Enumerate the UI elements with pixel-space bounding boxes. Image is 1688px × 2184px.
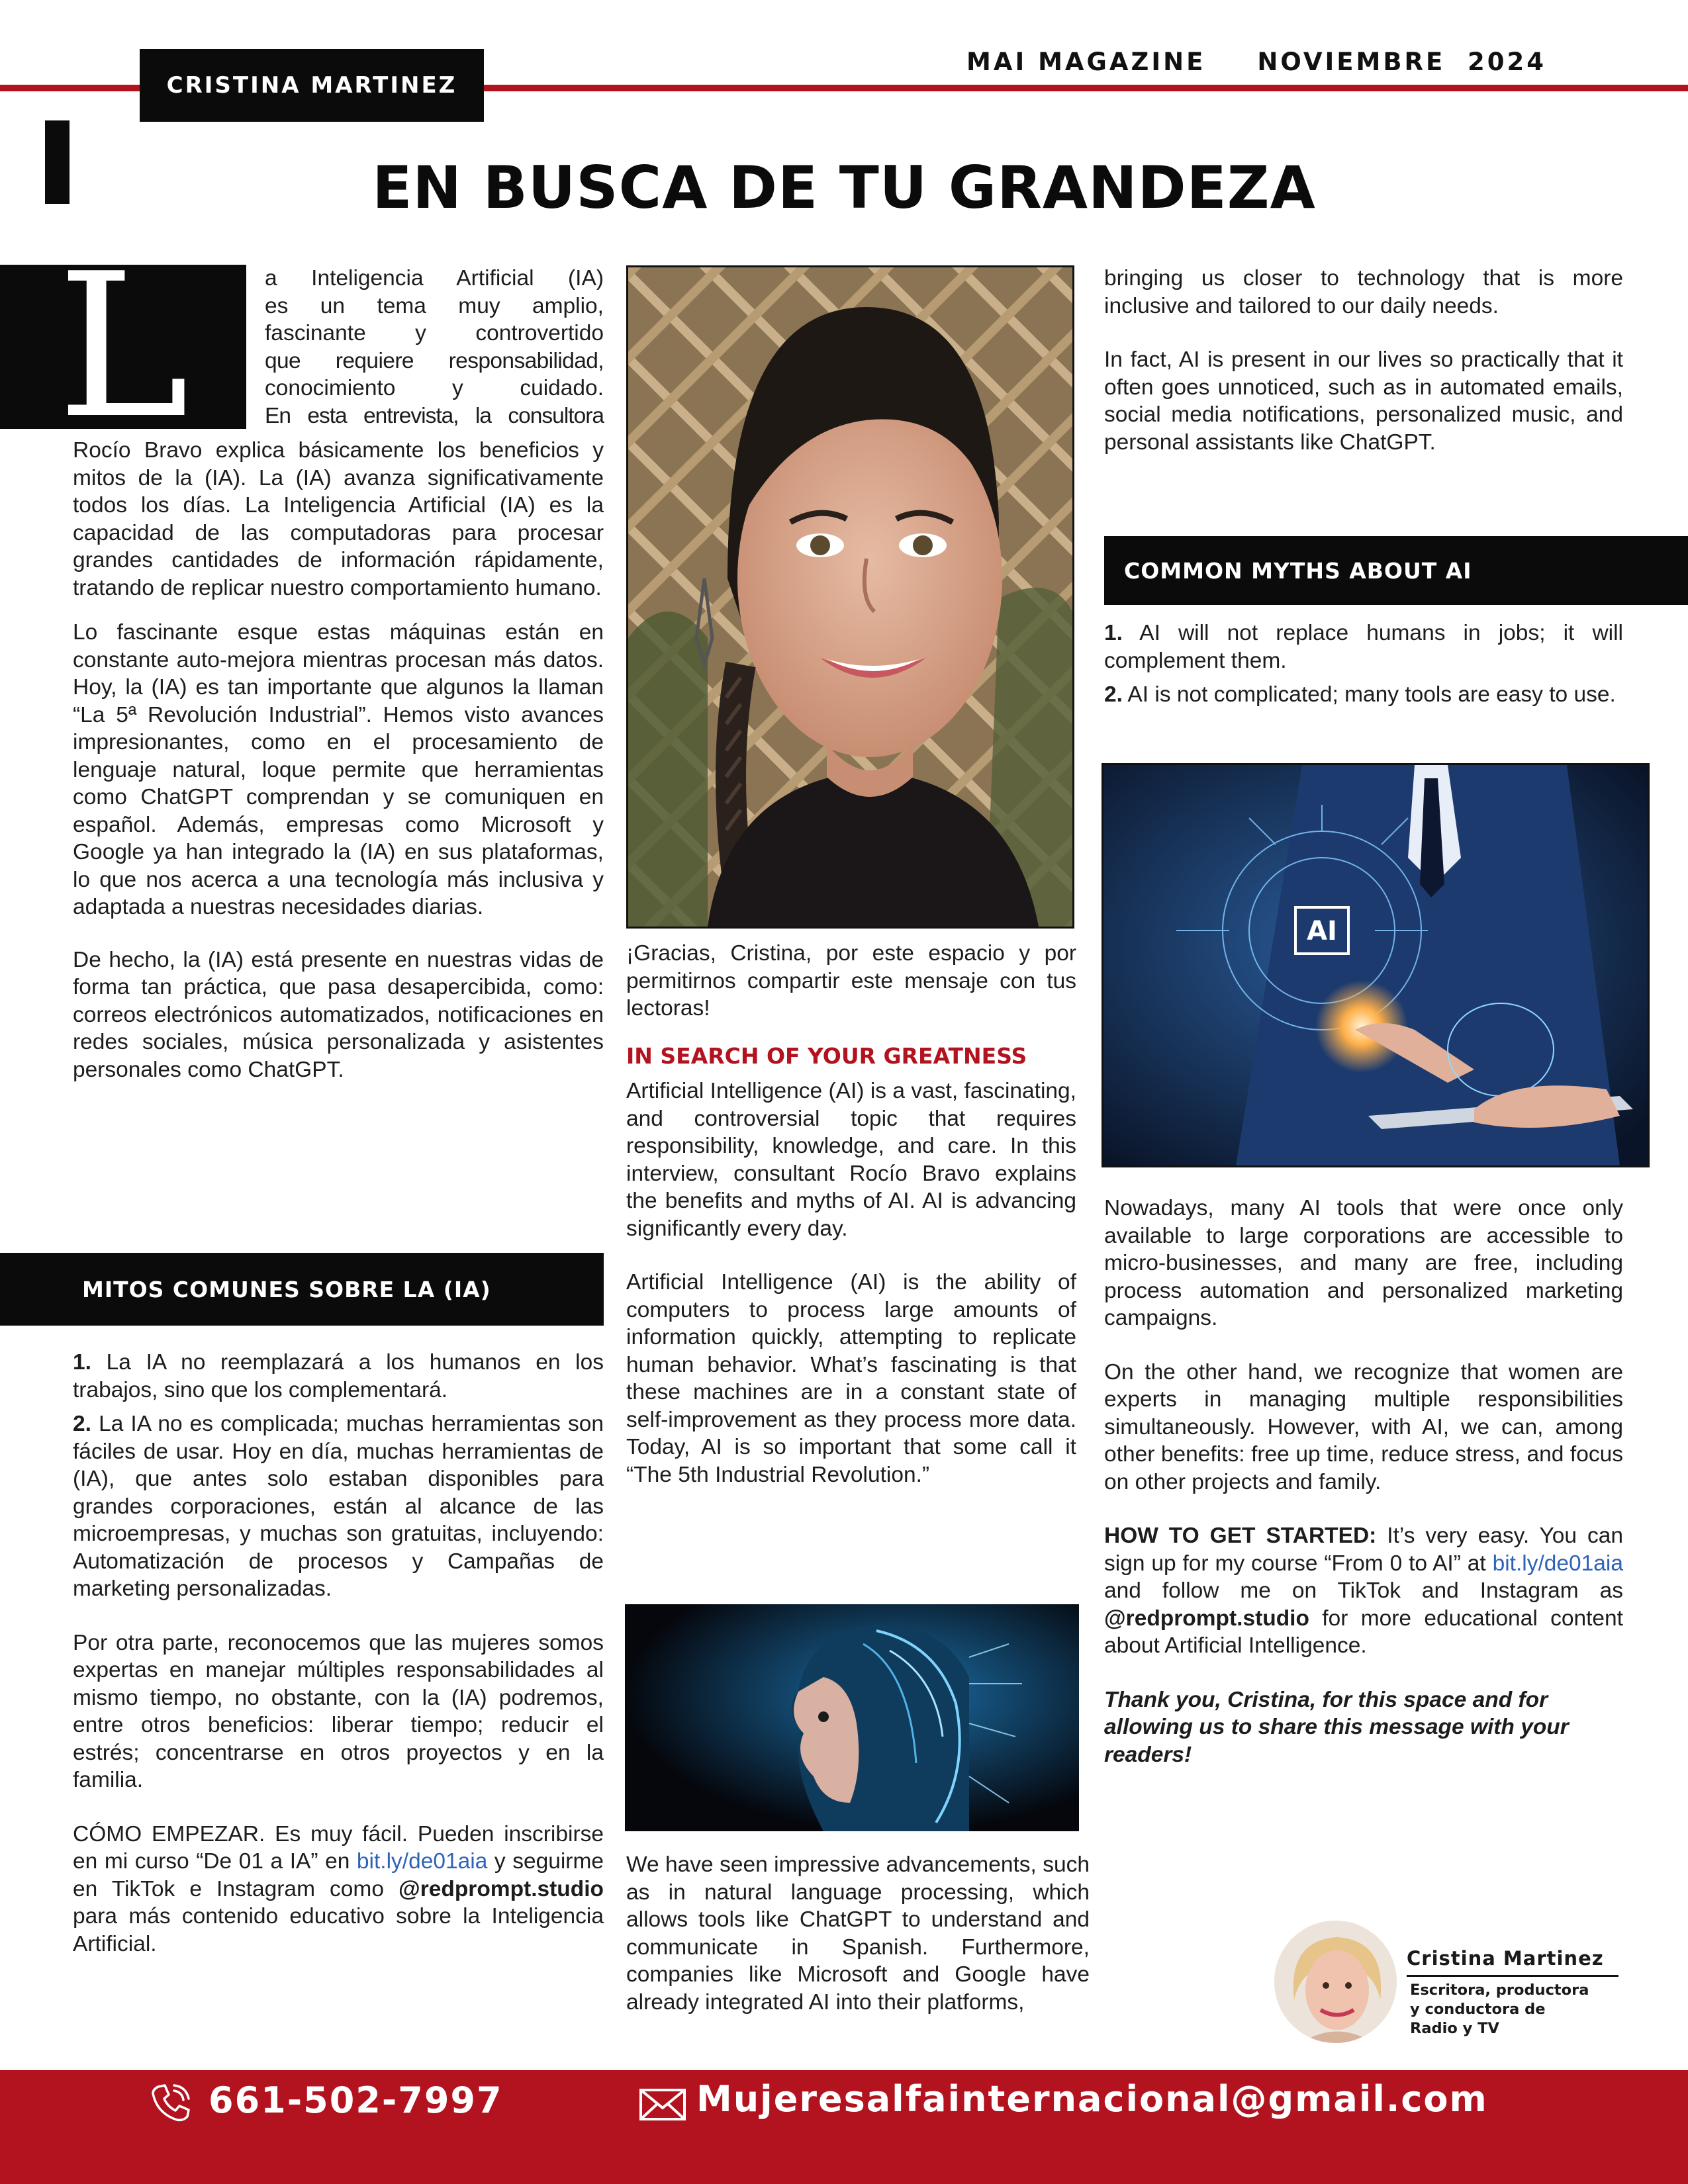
column-2-continued [626,1851,1090,2033]
intro-line: fascinante y controvertido [265,321,604,345]
portrait-photo [626,265,1074,929]
paragraph: bringing us closer to technology that is more inclusive and tailored to our daily needs. [1104,266,1623,318]
signature-role-line: Escritora, productora [1410,1981,1589,1999]
english-heading: IN SEARCH OF YOUR GREATNESS [626,1042,1027,1069]
ai-business-illustration [1103,765,1648,1165]
paragraph: In fact, AI is present in our lives so practically that it often goes unnoticed, such as in automated emails, social media notifications, personalized music, and personal assistants like ChatGPT. [1104,347,1623,455]
how-to-start-label: HOW TO GET STARTED: [1104,1524,1377,1548]
myth-text: La IA no es complicada; muchas herramientas son fáciles de usar. Hoy en día, muchas herramientas de (IA), que antes solo estaban disponibles para grandes corporaciones, están al alcance de las microempresas, y muchas son gratuitas, incluyendo: Automatización de procesos y Campañas de marketing personalizadas. [73,1412,604,1601]
myths-heading-en: COMMON MYTHS ABOUT AI [1104,536,1688,605]
signature-role-line: Radio y TV [1410,2020,1499,2037]
paragraph: Artificial Intelligence (AI) is a vast, fascinating, and controversial topic that requires responsibility, knowledge, and care. In this interview, consultant Rocío Bravo explains the benefits and myths of AI. AI is advancing significantly every day. [626,1079,1076,1241]
column-1-body [73,437,604,1101]
how-to-start-text: and follow me on TikTok and Instagram as [1104,1578,1623,1603]
ai-chip-label: AI [1307,916,1337,946]
intro-line: que requiere responsabilidad, [265,348,604,373]
column-3-top [1104,265,1623,473]
phone-icon [149,2081,193,2125]
how-to-start-es [73,1821,604,1958]
myth-item [73,1410,604,1603]
myth-number: 2. [1104,682,1123,707]
how-to-start-en [1104,1522,1623,1660]
thanks-en: Thank you, Cristina, for this space and for allowing us to share this message with your readers! [1104,1687,1569,1767]
portrait-illustration [628,267,1072,927]
paragraph: De hecho, la (IA) está presente en nuestras vidas de forma tan práctica, que pasa desapercibida, como: correos electrónicos automatizados, notificaciones en redes sociales, música personalizada y asistentes personales como ChatGPT. [73,947,604,1082]
column-2-body [626,940,1076,1506]
article-title: EN BUSCA DE TU GRANDEZA [372,154,1316,222]
paragraph: We have seen impressive advancements, such as in natural language processing, which allows tools like ChatGPT to understand and communicate in Spanish. Furthermore, companies like Microsoft and Google have already integrated AI into their platforms, [626,1852,1090,2015]
myth-item [1104,619,1623,674]
instagram-handle[interactable]: @redprompt.studio [1104,1606,1309,1631]
myth-text: AI is not complicated; many tools are easy to use. [1127,682,1616,707]
paragraph: Rocío Bravo explica básicamente los beneficios y mitos de la (IA). La (IA) avanza significativamente todos los días. La Inteligencia Artificial (IA) es la capacidad de las computadoras para procesar grandes cantidades de información rápidamente, tratando de replicar nuestro comportamiento humano. [73,438,604,600]
author-tag: CRISTINA MARTINEZ [140,49,484,122]
ai-head-image [625,1604,1079,1831]
ai-head-illustration [625,1604,1079,1831]
instagram-handle[interactable]: @redprompt.studio [399,1876,604,1901]
magazine-name: MAI MAGAZINE [966,48,1206,76]
myth-number: 1. [1104,621,1123,645]
drop-cap: L [0,265,246,429]
paragraph: Por otra parte, reconocemos que las mujeres somos expertas en manejar múltiples responsabilidades al mismo tiempo, no obstante, con la (IA) podremos, entre otros beneficios: liberar tiempo; reducir el estrés; concentrarse en otros proyectos y en la familia. [73,1630,604,1792]
signature-name: Cristina Martinez [1407,1947,1604,1970]
avatar-illustration [1274,1921,1397,2043]
myth-text: La IA no reemplazará a los humanos en los trabajos, sino que los complementará. [73,1350,604,1402]
paragraph: On the other hand, we recognize that women are experts in managing multiple responsibilities simultaneously. However, with AI, we can, among other benefits: free up time, reduce stress, and focus on other projects and family. [1104,1359,1623,1494]
myth-item [1104,681,1623,709]
intro-line: conocimiento y cuidado. [265,376,604,400]
magazine-header [966,48,1546,76]
myth-number: 2. [73,1412,91,1436]
how-to-start-text: para más contenido educativo sobre la Inteligencia Artificial. [73,1904,604,1956]
issue-date: NOVIEMBRE 2024 [1257,48,1547,76]
column-3-myths [1104,619,1623,726]
ai-business-image [1102,763,1650,1167]
email-address[interactable]: Mujeresalfainternacional@gmail.com [696,2078,1488,2120]
myth-item [73,1349,604,1404]
course-link[interactable]: bit.ly/de01aia [356,1849,488,1874]
myths-heading-es: MITOS COMUNES SOBRE LA (IA) [0,1253,604,1326]
myth-number: 1. [73,1350,91,1375]
paragraph: Artificial Intelligence (AI) is the ability of computers to process large amounts of information quickly, attempting to replicate human behavior. What’s fascinating is that these machines are in a constant state of self-improvement as they process more data. Today, AI is so important that some call it “The 5th Industrial Revolution.” [626,1270,1076,1487]
paragraph: Lo fascinante esque estas máquinas están en constante auto-mejora mientras procesan más datos. Hoy, la (IA) es tan importante que algunos la llaman “La 5ª Revolución Industrial”. Hemos visto avances impresionantes, como en el procesamiento de lenguaje natural, loque permite que herramientas como ChatGPT comprendan y se comuniquen en español. Además, empresas como Microsoft y Google ya han integrado la (IA) en sus plataformas, lo que nos acerca a una tecnología más inclusiva y adaptada a nuestras necesidades diarias. [73,620,604,919]
how-to-start-label: CÓMO EMPEZAR. [73,1821,265,1846]
myth-text: AI will not replace humans in jobs; it will complement them. [1104,621,1623,673]
author-avatar [1274,1921,1397,2043]
intro-line: a Inteligencia Artificial (IA) [265,266,604,291]
column-1-myths [73,1349,604,1975]
signature-role [1410,1981,1589,2038]
intro-lines [265,265,604,430]
how-to-start-text: Es muy fácil. Pueden inscribirse en mi curso “De 01 a IA” en [73,1821,604,1874]
how-to-start-text: It’s very easy. You can sign up for my course “From 0 to AI” at [1104,1524,1623,1576]
course-link[interactable]: bit.ly/de01aia [1492,1551,1623,1576]
intro-line: es un tema muy amplio, [265,293,604,318]
phone-number[interactable]: 661-502-7997 [209,2079,503,2121]
thanks-es: ¡Gracias, Cristina, por este espacio y por permitirnos compartir este mensaje con tus lectoras! [626,941,1076,1021]
intro-line: En esta entrevista, la consultora [265,403,604,428]
how-to-start-text: y seguirme en TikTok e Instagram como [73,1849,604,1901]
signature-role-line: y conductora de [1410,2001,1546,2018]
paragraph: Nowadays, many AI tools that were once only available to large corporations are accessible to micro-businesses, and many are free, including process automation and personalized marketing campaigns. [1104,1196,1623,1330]
how-to-start-text: for more educational content about Artificial Intelligence. [1104,1606,1623,1658]
signature-rule [1407,1975,1618,1977]
envelope-icon [639,2088,686,2121]
column-3-body [1104,1195,1623,1786]
